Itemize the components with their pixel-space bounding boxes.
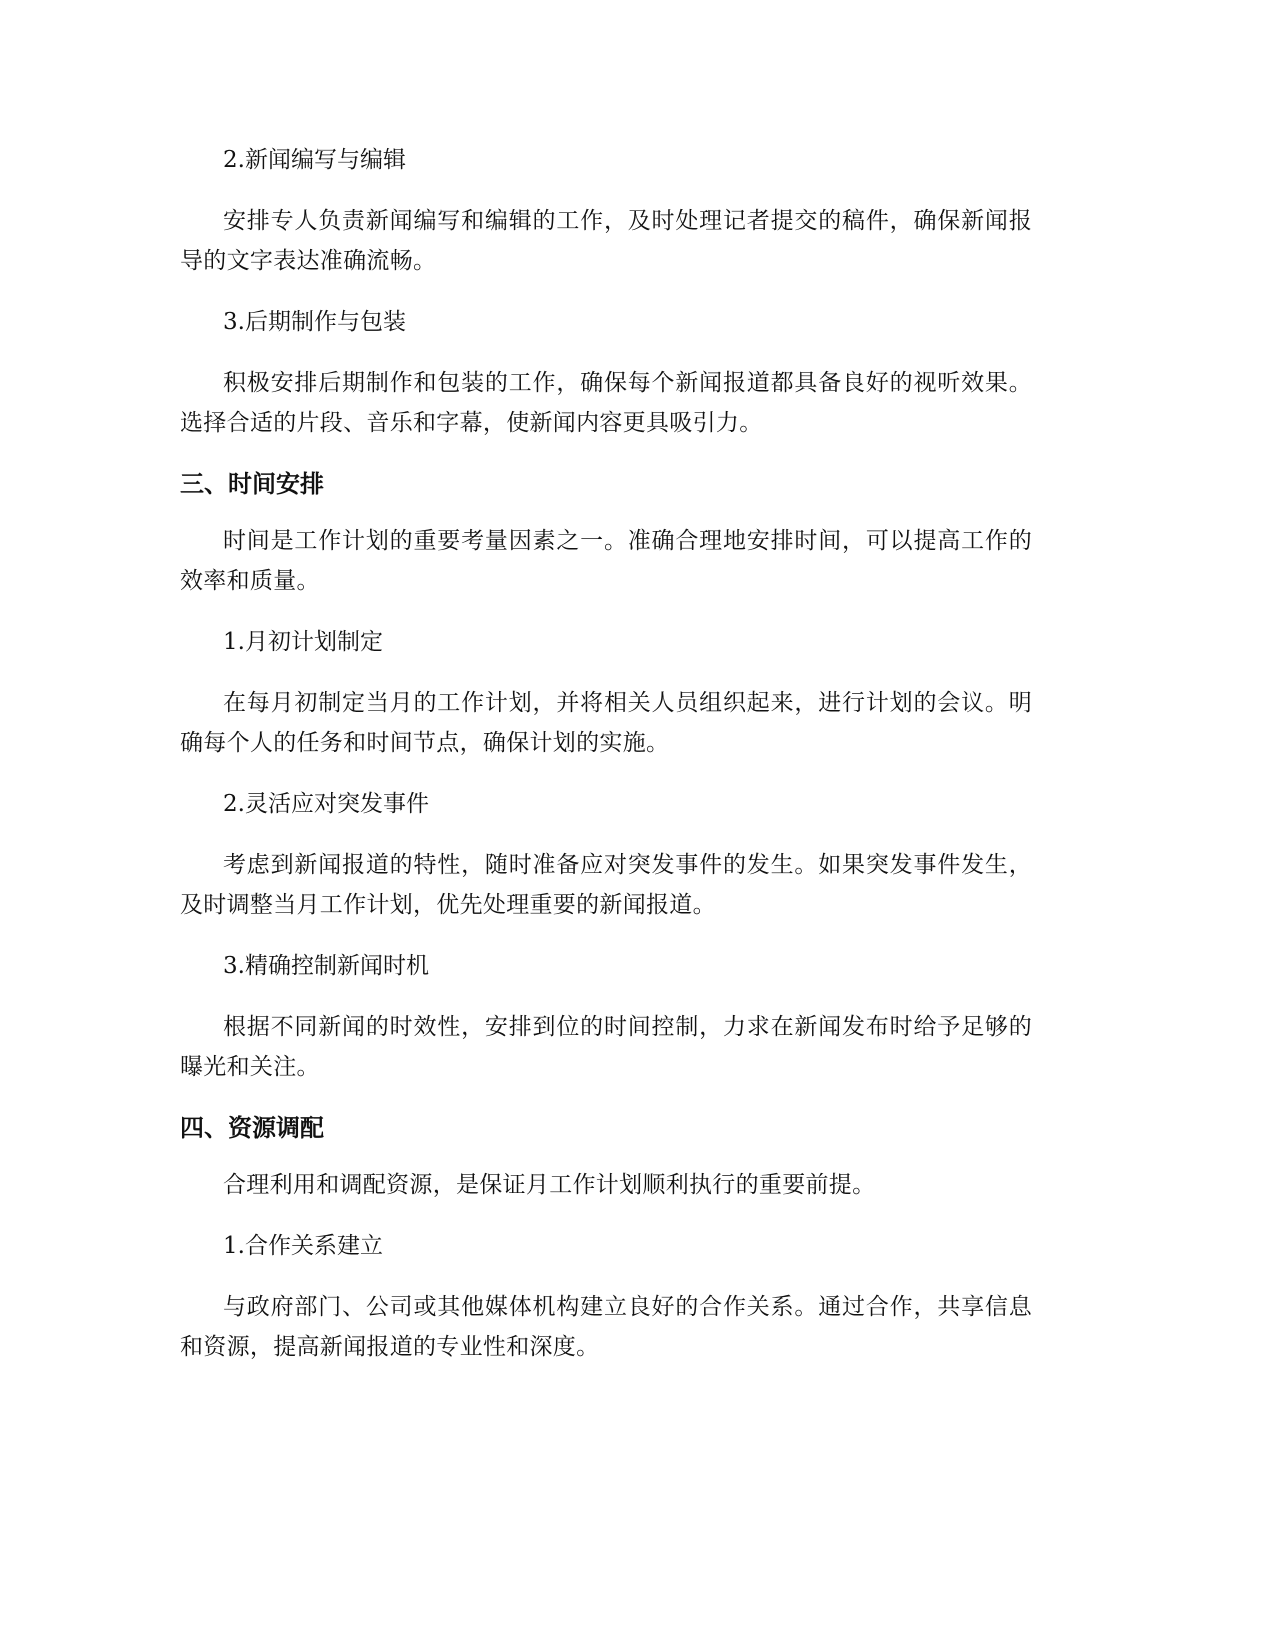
subheading-partnerships: 1.合作关系建立 (223, 1233, 383, 1259)
subheading-post-production: 3.后期制作与包装 (223, 309, 406, 335)
subheading-news-timing: 3.精确控制新闻时机 (223, 953, 429, 979)
paragraph-news-timing: 根据不同新闻的时效性，安排到位的时间控制，力求在新闻发布时给予足够的曝光和关注。 (180, 1014, 1032, 1080)
paragraph-resource-intro: 合理利用和调配资源，是保证月工作计划顺利执行的重要前提。 (223, 1172, 876, 1198)
section-heading-resource-allocation: 四、资源调配 (180, 1114, 324, 1142)
subheading-monthly-plan: 1.月初计划制定 (223, 629, 383, 655)
paragraph-partnerships: 与政府部门、公司或其他媒体机构建立良好的合作关系。通过合作，共享信息和资源，提高新闻报道的专业性和深度。 (180, 1294, 1032, 1360)
section-heading-time-arrangement: 三、时间安排 (180, 470, 324, 498)
subheading-emergencies: 2.灵活应对突发事件 (223, 791, 429, 817)
subheading-news-writing: 2.新闻编写与编辑 (223, 147, 406, 173)
paragraph-monthly-plan: 在每月初制定当月的工作计划，并将相关人员组织起来，进行计划的会议。明确每个人的任务和时间节点，确保计划的实施。 (180, 690, 1032, 756)
paragraph-emergencies: 考虑到新闻报道的特性，随时准备应对突发事件的发生。如果突发事件发生，及时调整当月工作计划，优先处理重要的新闻报道。 (180, 852, 1032, 918)
paragraph-time-intro: 时间是工作计划的重要考量因素之一。准确合理地安排时间，可以提高工作的效率和质量。 (180, 528, 1032, 594)
paragraph-news-writing: 安排专人负责新闻编写和编辑的工作，及时处理记者提交的稿件，确保新闻报导的文字表达准确流畅。 (180, 208, 1032, 274)
paragraph-post-production: 积极安排后期制作和包装的工作，确保每个新闻报道都具备良好的视听效果。选择合适的片段、音乐和字幕，使新闻内容更具吸引力。 (180, 370, 1032, 436)
document-body (180, 140, 1032, 1388)
